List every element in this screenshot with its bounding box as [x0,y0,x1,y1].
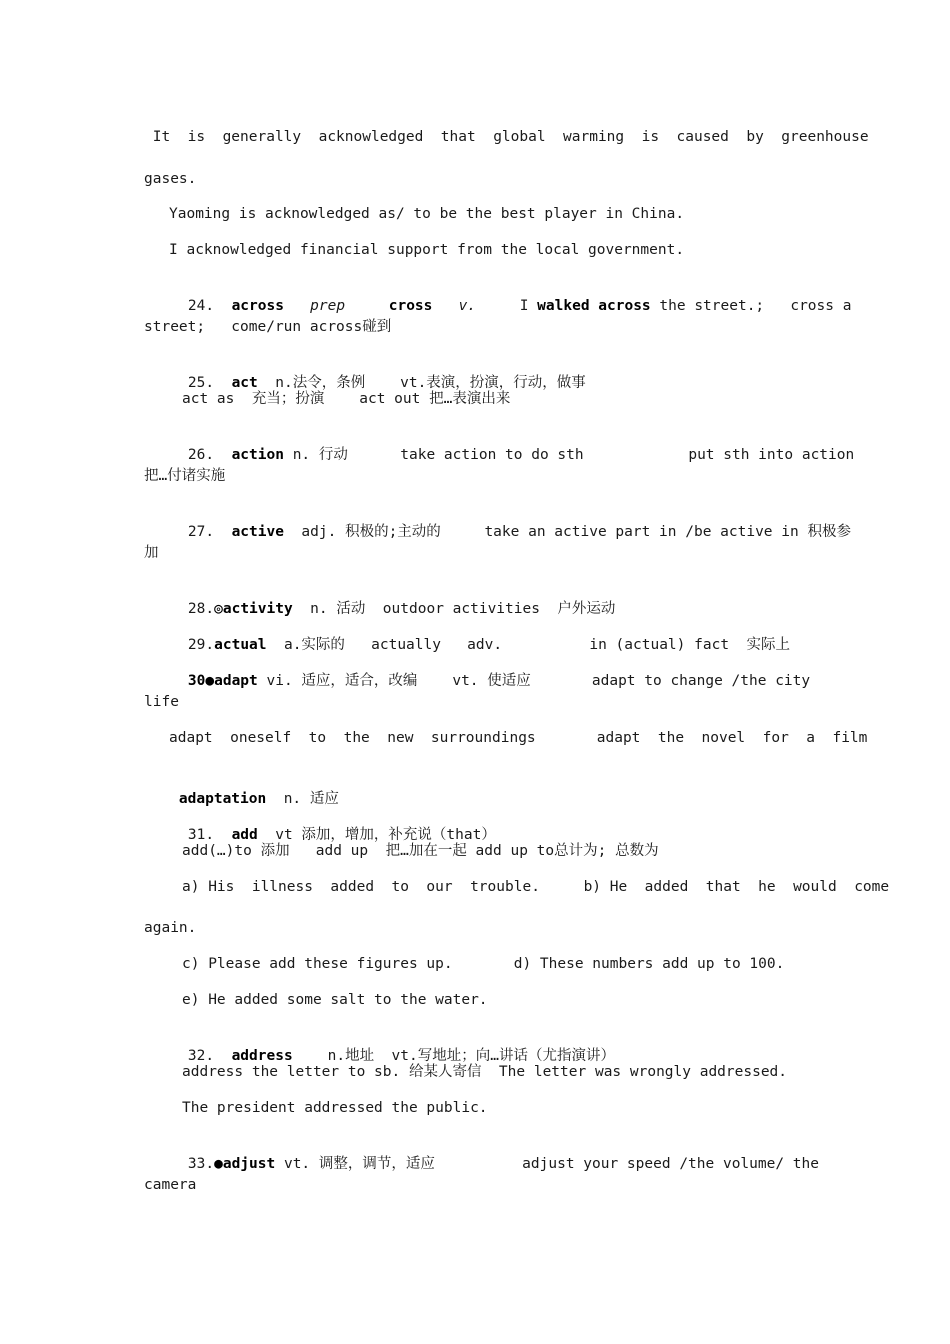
headword: active [231,524,284,540]
text-line: street; come/run across碰到 [144,319,392,335]
headword: actual [214,637,267,653]
text-line [144,127,869,147]
example-text: the street.; cross a [650,298,852,314]
entry-number: 24. [187,298,232,314]
definition: n. 行动 take action to do sth put sth into action [283,447,855,463]
headword: ●adapt [205,673,258,689]
entry-number: 29. [187,637,215,653]
entry-33-line [153,1134,819,1194]
text-line: I acknowledged financial support from the local government. [169,242,685,258]
text-line: a) His illness added to our trouble. b) He added that he would come [182,879,890,895]
definition: n. 活动 outdoor activities 户外运动 [292,601,616,617]
headword: ●adjust [214,1156,276,1172]
text-line: The president addressed the public. [182,1100,488,1116]
text-line: again. [144,920,197,936]
headword: across [231,298,284,314]
text-line: life [144,694,179,710]
headword: act [231,375,258,391]
definition: n.法令，条例 vt.表演，扮演，行动，做事 [257,375,586,391]
text-line: c) Please add these figures up. d) These numbers add up to 100. [182,956,785,972]
text-line: act as 充当；扮演 act out 把…表演出来 [182,391,511,407]
part-of-speech: v. [432,298,520,314]
entry-26-line [153,425,855,485]
text-line: 加 [144,545,159,561]
entry-27-line [153,502,851,562]
entry-number: 30 [187,673,206,689]
entry-number: 27. [187,524,232,540]
text-span: It is generally acknowledged that global warming is caused by greenhouse [144,129,869,145]
entry-number: 25. [187,375,232,391]
headword: action [231,447,284,463]
definition: vt 添加，增加，补充说（that） [257,827,496,843]
definition: n.地址 vt.写地址；向…讲话（尤指演讲） [292,1048,615,1064]
definition: a.实际的 actually adv. in (actual) fact 实际上 [266,637,791,653]
entry-30-line [153,651,811,711]
text-line: 把…付诸实施 [144,468,226,484]
definition: vi. 适应，适合，改编 vt. 使适应 adapt to change /the city [257,673,811,689]
example-text: I [519,298,538,314]
text-line: adapt oneself to the new surroundings adapt the novel for a film [169,730,868,746]
part-of-speech: prep [283,298,389,314]
text-line: camera [144,1177,197,1193]
text-line: gases. [144,171,197,187]
headword: address [231,1048,293,1064]
entry-number: 28. [187,601,215,617]
definition: n. 适应 [266,791,339,807]
entry-number: 32. [187,1048,232,1064]
text-line: add(…)to 添加 add up 把…加在一起 add up to总计为; 总数为 [182,843,659,859]
entry-number: 31. [187,827,232,843]
entry-number: 26. [187,447,232,463]
text-line: address the letter to sb. 给某人寄信 The letter was wrongly addressed. [182,1064,788,1080]
text-line: e) He added some salt to the water. [182,992,488,1008]
related-word: cross [388,298,433,314]
headword: add [231,827,258,843]
headword: ◎activity [214,601,293,617]
text-line: Yaoming is acknowledged as/ to be the best player in China. [169,206,685,222]
entry-number: 33. [187,1156,215,1172]
definition: adj. 积极的;主动的 take an active part in /be active in 积极参 [283,524,851,540]
definition: vt. 调整，调节，适应 adjust your speed /the volume/ the [275,1156,819,1172]
headword: adaptation [178,791,267,807]
example-bold: walked across [537,298,651,314]
